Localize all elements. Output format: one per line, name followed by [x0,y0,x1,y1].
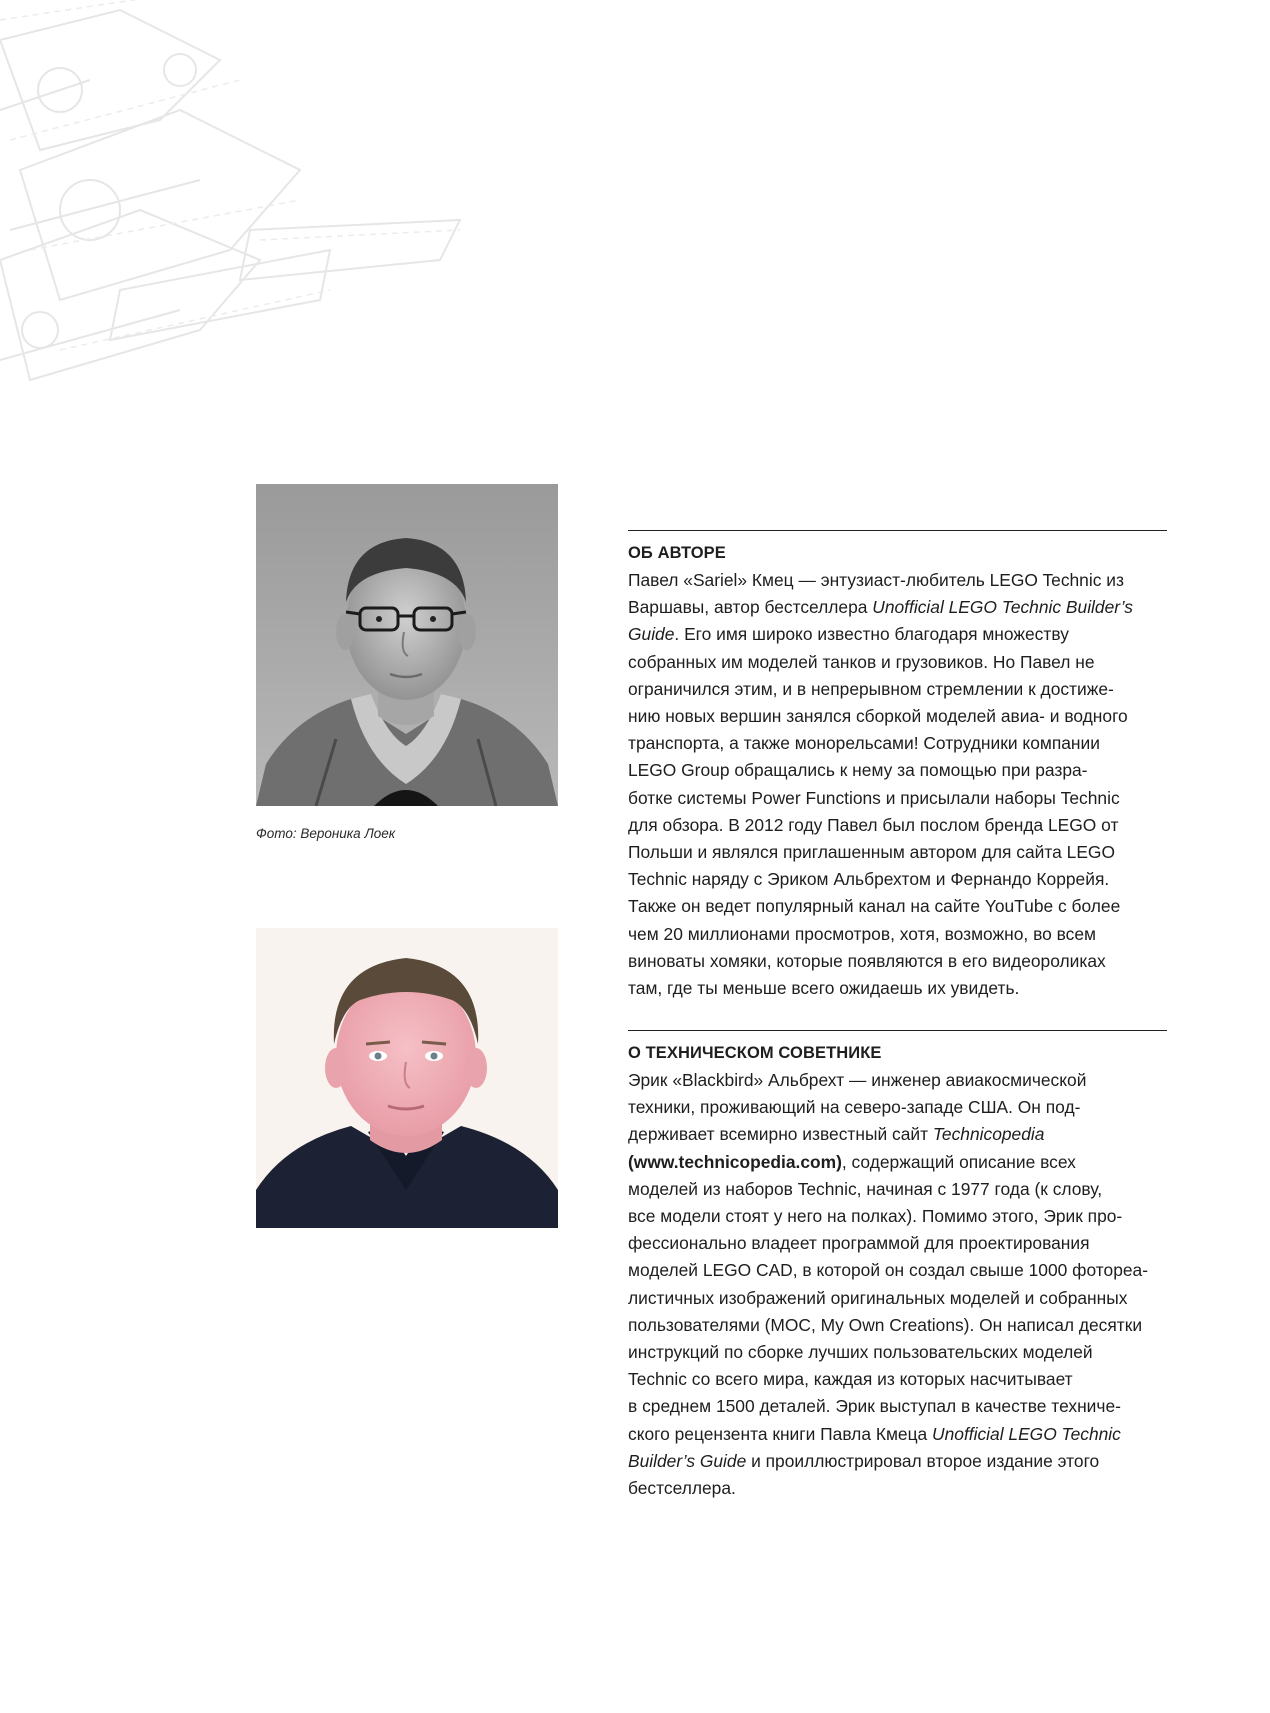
text-run: моделей LEGO CAD, в которой он создал свыше 1000 фотореа- [628,1260,1149,1281]
text-line [628,1149,1167,1176]
text-line [628,1448,1167,1475]
bold-run: (www.technicopedia.com) [628,1151,842,1172]
text-run: Польши и являлся приглашенным автором для сайта LEGO [628,842,1115,863]
italic-run: Unofficial LEGO Technic [932,1423,1121,1444]
text-run: LEGO Group обращались к нему за помощью при разра- [628,760,1088,781]
text-run: , содержащий описание всех [841,1151,1076,1172]
text-run: инструкций по сборке лучших пользовательских моделей [628,1342,1093,1363]
text-line [628,1366,1167,1393]
text-line [628,1421,1167,1448]
text-run: ского рецензента книги Павла Кмеца [628,1423,933,1444]
text-run: держивает всемирно известный сайт [628,1124,933,1145]
text-run: виноваты хомяки, которые появляются в его видеороликах [628,950,1106,971]
reviewer-bio [628,1067,1167,1502]
text-line [628,1339,1167,1366]
text-run: техники, проживающий на северо-западе США. Он под- [628,1097,1081,1118]
reviewer-photo [256,928,558,1228]
text-run: листичных изображений оригинальных моделей и собранных [628,1287,1128,1308]
author-photo-caption: Фото: Вероника Лоек [256,826,396,841]
text-line [628,921,1167,948]
text-line [628,649,1167,676]
section-rule [628,1030,1167,1031]
text-line [628,676,1167,703]
text-line [628,893,1167,920]
text-line [628,1257,1167,1284]
text-run: . Его имя широко известно благодаря множеству [674,624,1069,645]
text-line [628,1285,1167,1312]
text-line [628,1475,1167,1502]
text-line [628,785,1167,812]
text-line [628,567,1167,594]
text-run: Эрик «Blackbird» Альбрехт — инженер авиакосмической [628,1070,1087,1090]
text-run: для обзора. В 2012 году Павел был послом бренда LEGO от [628,814,1119,835]
text-run: в среднем 1500 деталей. Эрик выступал в качестве техниче- [628,1396,1121,1417]
text-run: там, где ты меньше всего ожидаешь их увидеть. [628,978,1020,999]
italic-run: Builder’s Guide [628,1450,747,1471]
text-line [628,1393,1167,1420]
italic-run: Technicopedia [932,1124,1045,1145]
about-reviewer-section [628,1030,1167,1502]
text-line [628,594,1167,621]
text-run: чем 20 миллионами просмотров, хотя, возможно, во всем [628,923,1096,944]
author-bio [628,567,1167,1002]
text-line [628,1230,1167,1257]
text-run: собранных им моделей танков и грузовиков. Но Павел не [628,651,1095,672]
about-author-section [628,530,1167,1002]
text-line [628,1121,1167,1148]
section-heading: ОБ АВТОРЕ [628,544,726,562]
section-rule [628,530,1167,531]
text-run: бестселлера. [628,1478,736,1499]
text-line [628,1312,1167,1339]
text-line [628,1067,1167,1094]
text-run: моделей из наборов Technic, начиная с 1977 года (к слову, [628,1178,1103,1199]
text-line [628,975,1167,1002]
text-run: Также он ведет популярный канал на сайте YouTube с более [628,896,1121,917]
text-run: транспорта, а также монорельсами! Сотрудники компании [628,733,1100,754]
text-line [628,757,1167,784]
text-run: фессионально владеет программой для проектирования [628,1233,1090,1254]
text-line [628,703,1167,730]
text-line [628,1094,1167,1121]
italic-run: Guide [628,624,675,645]
text-run: и проиллюстрировал второе издание этого [746,1450,1100,1471]
italic-run: Unofficial LEGO Technic Builder’s [872,597,1133,618]
text-run: ограничился этим, и в непрерывном стремлении к достиже- [628,678,1114,699]
text-line [628,1176,1167,1203]
text-run: все модели стоят у него на полках). Помимо этого, Эрик про- [628,1206,1123,1227]
text-line [628,1203,1167,1230]
text-line [628,812,1167,839]
text-run: ботке системы Power Functions и присылали наборы Technic [628,787,1120,808]
text-run: Technic со всего мира, каждая из которых насчитывает [628,1369,1073,1390]
text-line [628,948,1167,975]
text-run: Technic наряду с Эриком Альбрехтом и Фернандо Коррейя. [628,869,1110,890]
text-run: нию новых вершин занялся сборкой моделей авиа- и водного [628,706,1128,727]
text-line [628,730,1167,757]
text-line [628,839,1167,866]
text-run: Павел «Sariel» Кмец — энтузиаст-любитель LEGO Technic из [628,570,1124,590]
author-photo [256,484,558,806]
text-line [628,621,1167,648]
background-line-art [0,0,470,430]
section-heading: О ТЕХНИЧЕСКОМ СОВЕТНИКЕ [628,1044,882,1062]
text-run: Варшавы, автор бестселлера [628,597,873,618]
text-run: пользователями (MOC, My Own Creations). Он написал десятки [628,1314,1143,1335]
text-line [628,866,1167,893]
